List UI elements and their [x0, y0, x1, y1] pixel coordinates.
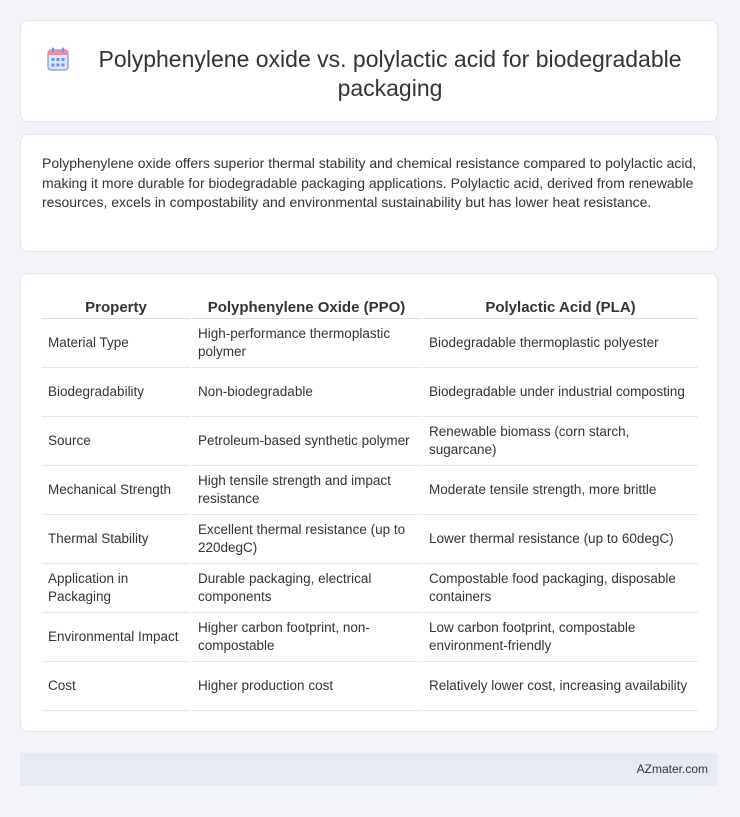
comparison-table [40, 292, 700, 711]
property-cell: Material Type [42, 319, 190, 368]
ppo-cell: Petroleum-based synthetic polymer [192, 417, 421, 466]
intro-paragraph: Polyphenylene oxide offers superior thermal stability and chemical resistance compared to polylactic acid, making it more durable for biodegradable packaging applications. Polylactic acid, derived from renewable resources, excels in compostability and environmental sustainability but has lower heat resistance. [42, 155, 697, 210]
ppo-cell: Durable packaging, electrical components [192, 564, 421, 613]
pla-cell: Biodegradable thermoplastic polyester [423, 319, 698, 368]
table-header-row [42, 292, 698, 319]
pla-cell: Renewable biomass (corn starch, sugarcane) [423, 417, 698, 466]
ppo-cell: High tensile strength and impact resistance [192, 466, 421, 515]
comparison-table-card [20, 273, 718, 732]
table-row [42, 515, 698, 564]
column-header-property: Property [42, 292, 190, 319]
ppo-cell: Excellent thermal resistance (up to 220degC) [192, 515, 421, 564]
pla-cell: Lower thermal resistance (up to 60degC) [423, 515, 698, 564]
column-header-ppo: Polyphenylene Oxide (PPO) [192, 292, 421, 319]
table-row [42, 564, 698, 613]
column-header-pla: Polylactic Acid (PLA) [423, 292, 698, 319]
footer-bar [20, 753, 718, 786]
table-row [42, 662, 698, 711]
pla-cell: Moderate tensile strength, more brittle [423, 466, 698, 515]
table-row [42, 368, 698, 417]
property-cell: Mechanical Strength [42, 466, 190, 515]
ppo-cell: Higher carbon footprint, non-compostable [192, 613, 421, 662]
title-card [20, 20, 718, 122]
property-cell: Biodegradability [42, 368, 190, 417]
property-cell: Environmental Impact [42, 613, 190, 662]
footer-brand-link[interactable]: AZmater.com [636, 762, 708, 776]
pla-cell: Compostable food packaging, disposable containers [423, 564, 698, 613]
property-cell: Thermal Stability [42, 515, 190, 564]
pla-cell: Biodegradable under industrial composting [423, 368, 698, 417]
ppo-cell: Higher production cost [192, 662, 421, 711]
property-cell: Application in Packaging [42, 564, 190, 613]
pla-cell: Low carbon footprint, compostable environment-friendly [423, 613, 698, 662]
ppo-cell: Non-biodegradable [192, 368, 421, 417]
intro-card [20, 134, 718, 252]
table-row [42, 466, 698, 515]
pla-cell: Relatively lower cost, increasing availability [423, 662, 698, 711]
table-row [42, 319, 698, 368]
table-row [42, 417, 698, 466]
property-cell: Source [42, 417, 190, 466]
table-row [42, 613, 698, 662]
ppo-cell: High-performance thermoplastic polymer [192, 319, 421, 368]
calendar-grid-icon [47, 47, 69, 71]
property-cell: Cost [42, 662, 190, 711]
page-title: Polyphenylene oxide vs. polylactic acid for biodegradable packaging [98, 46, 682, 101]
